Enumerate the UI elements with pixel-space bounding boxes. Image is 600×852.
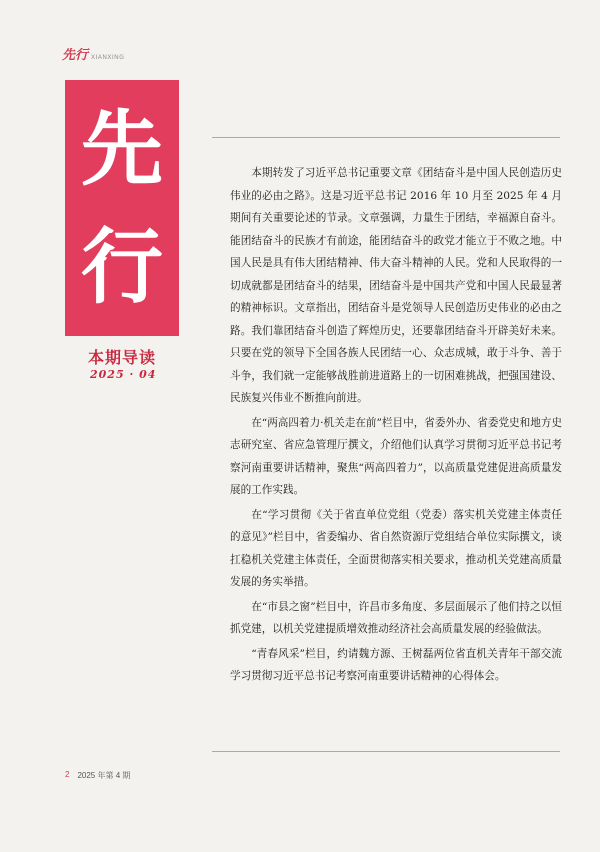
bottom-divider xyxy=(212,751,560,752)
masthead-block xyxy=(65,80,179,336)
issue-label: 2025 年第 4 期 xyxy=(77,771,131,780)
page-footer xyxy=(65,770,130,781)
article-body xyxy=(230,162,562,690)
masthead-char-1: 先 xyxy=(80,101,163,197)
issue-date: 2025 · 04 xyxy=(90,368,157,381)
paragraph-3: 在“学习贯彻《关于省直单位党组（党委）落实机关党建主体责任的意见》”栏目中，省委编办、省自然资源厅党组结合单位实际撰文，谈扛稳机关党建主体责任，全面贯彻落实相关要求，推动机关党建高质量发展的务实举措。 xyxy=(230,508,562,588)
guide-title: 本期导读 xyxy=(88,348,157,367)
paragraph-1: 本期转发了习近平总书记重要文章《团结奋斗是中国人民创造历史伟业的必由之路》。这是习近平总书记 2016 年 10 月至 2025 年 4 月期间有关重要论述的节录。文章强调，力量生于团结，幸福源自奋斗。能团结奋斗的民族才有前途，能团结奋斗的政党才能立于不败之地。中国人民是具有伟大团结精神、伟大奋斗精神的人民。党和人民取得的一切成就都是团结奋斗的结果，团结奋斗是中国共产党和中国人民最显著的精神标识。文章指出，团结奋斗是党领导人民创造历史伟业的必由之路。我们靠团结奋斗创造了辉煌历史，还要靠团结奋斗开辟美好未来。只要在党的领导下全国各族人民团结一心、众志成城，敢于斗争、善于斗争，我们就一定能够战胜前进道路上的一切困难挑战，把强国建设、民族复兴伟业不断推向前进。 xyxy=(230,167,562,404)
logo-pinyin: XIANXING xyxy=(91,55,125,61)
paragraph-2: 在“两高四着力·机关走在前”栏目中，省委外办、省委党史和地方史志研究室、省应急管理厅撰文，介绍他们认真学习贯彻习近平总书记考察河南重要讲话精神，聚焦“两高四着力”，以高质量党建促进高质量发展的工作实践。 xyxy=(230,416,563,496)
paragraph-4: 在“市县之窗”栏目中，许昌市多角度、多层面展示了他们持之以恒抓党建，以机关党建提质增效推动经济社会高质量发展的经验做法。 xyxy=(230,600,562,635)
page-number: 2 xyxy=(65,770,70,779)
top-divider xyxy=(212,137,560,138)
paragraph-5: “青春风采”栏目，约请魏方源、王树磊两位省直机关青年干部交流学习贯彻习近平总书记考察河南重要讲话精神的心得体会。 xyxy=(230,647,562,682)
header-logo xyxy=(62,44,125,63)
logo-text: 先行 xyxy=(62,48,89,63)
masthead-char-2: 行 xyxy=(80,219,163,315)
